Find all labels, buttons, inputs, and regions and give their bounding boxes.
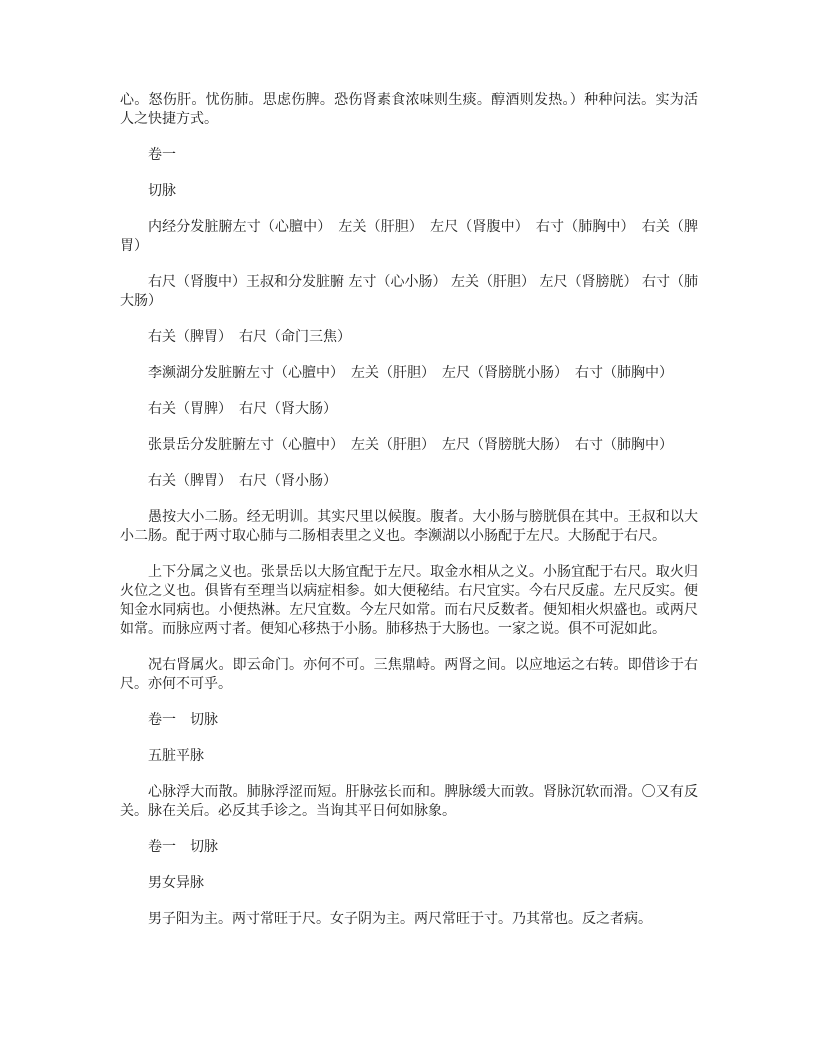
volume-section-heading: 卷一 切脉 [148, 712, 218, 728]
volume-heading: 卷一 [148, 147, 176, 163]
paragraph-commentary-1: 愚按大小二肠。经无明训。其实尺里以候腹。腹者。大小肠与膀胱俱在其中。王叔和以大小二肠。配于两寸取心肺与二肠相表里之义也。李濒湖以小肠配于左尺。大肠配于右尺。 [120, 509, 698, 544]
volume-section-heading-2: 卷一 切脉 [148, 839, 218, 855]
paragraph-right-positions-3: 右关（脾胃） 右尺（肾小肠） [148, 473, 337, 489]
paragraph-gender-pulse: 男子阳为主。两寸常旺于尺。女子阴为主。两尺常旺于寸。乃其常也。反之者病。 [148, 911, 652, 927]
paragraph-commentary-3: 况右肾属火。即云命门。亦何不可。三焦鼎峙。两肾之间。以应地运之右转。即借诊于右尺。亦何不可乎。 [120, 657, 698, 692]
section-heading-gender-pulse: 男女异脉 [148, 875, 204, 891]
section-heading-pulse: 切脉 [148, 183, 176, 199]
paragraph-zhangjingyue-organs: 张景岳分发脏腑左寸（心膻中） 左关（肝胆） 左尺（肾膀胱大肠） 右寸（肺胸中） [148, 437, 673, 453]
paragraph-commentary-2: 上下分属之义也。张景岳以大肠宜配于左尺。取金水相从之义。小肠宜配于右尺。取火归火位之义也。俱皆有至理当以病症相参。如大便秘结。右尺宜实。今右尺反虚。左尺反实。便知金水同病也。小便热淋。左尺宜数。今左尺如常。而右尺反数者。便知相火炽盛也。或两尺如常。而脉应两寸者。便知心移热于小肠。肺移热于大肠也。一家之说。俱不可泥如此。 [120, 564, 698, 637]
paragraph-right-positions-2: 右关（胃脾） 右尺（肾大肠） [148, 401, 337, 417]
paragraph-continuation: 心。怒伤肝。忧伤肺。思虑伤脾。恐伤肾素食浓味则生痰。醇酒则发热。）种种问法。实为活人之快捷方式。 [120, 92, 698, 127]
document-page [120, 91, 698, 946]
paragraph-wangshuhe-organs: 右尺（肾腹中）王叔和分发脏腑 左寸（心小肠） 左关（肝胆） 左尺（肾膀胱） 右寸（肺大肠） [120, 274, 698, 309]
section-heading-five-organs: 五脏平脉 [148, 748, 204, 764]
paragraph-right-positions-1: 右关（脾胃） 右尺（命门三焦） [148, 329, 351, 345]
paragraph-libinhu-organs: 李濒湖分发脏腑左寸（心膻中） 左关（肝胆） 左尺（肾膀胱小肠） 右寸（肺胸中） [148, 365, 673, 381]
paragraph-neijing-organs: 内经分发脏腑左寸（心膻中） 左关（肝胆） 左尺（肾腹中） 右寸（肺胸中） 右关（脾胃） [120, 219, 698, 254]
paragraph-five-organs: 心脉浮大而散。肺脉浮涩而短。肝脉弦长而和。脾脉缓大而敦。肾脉沉软而滑。〇又有反关。脉在关后。必反其手诊之。当询其平日何如脉象。 [120, 784, 698, 819]
